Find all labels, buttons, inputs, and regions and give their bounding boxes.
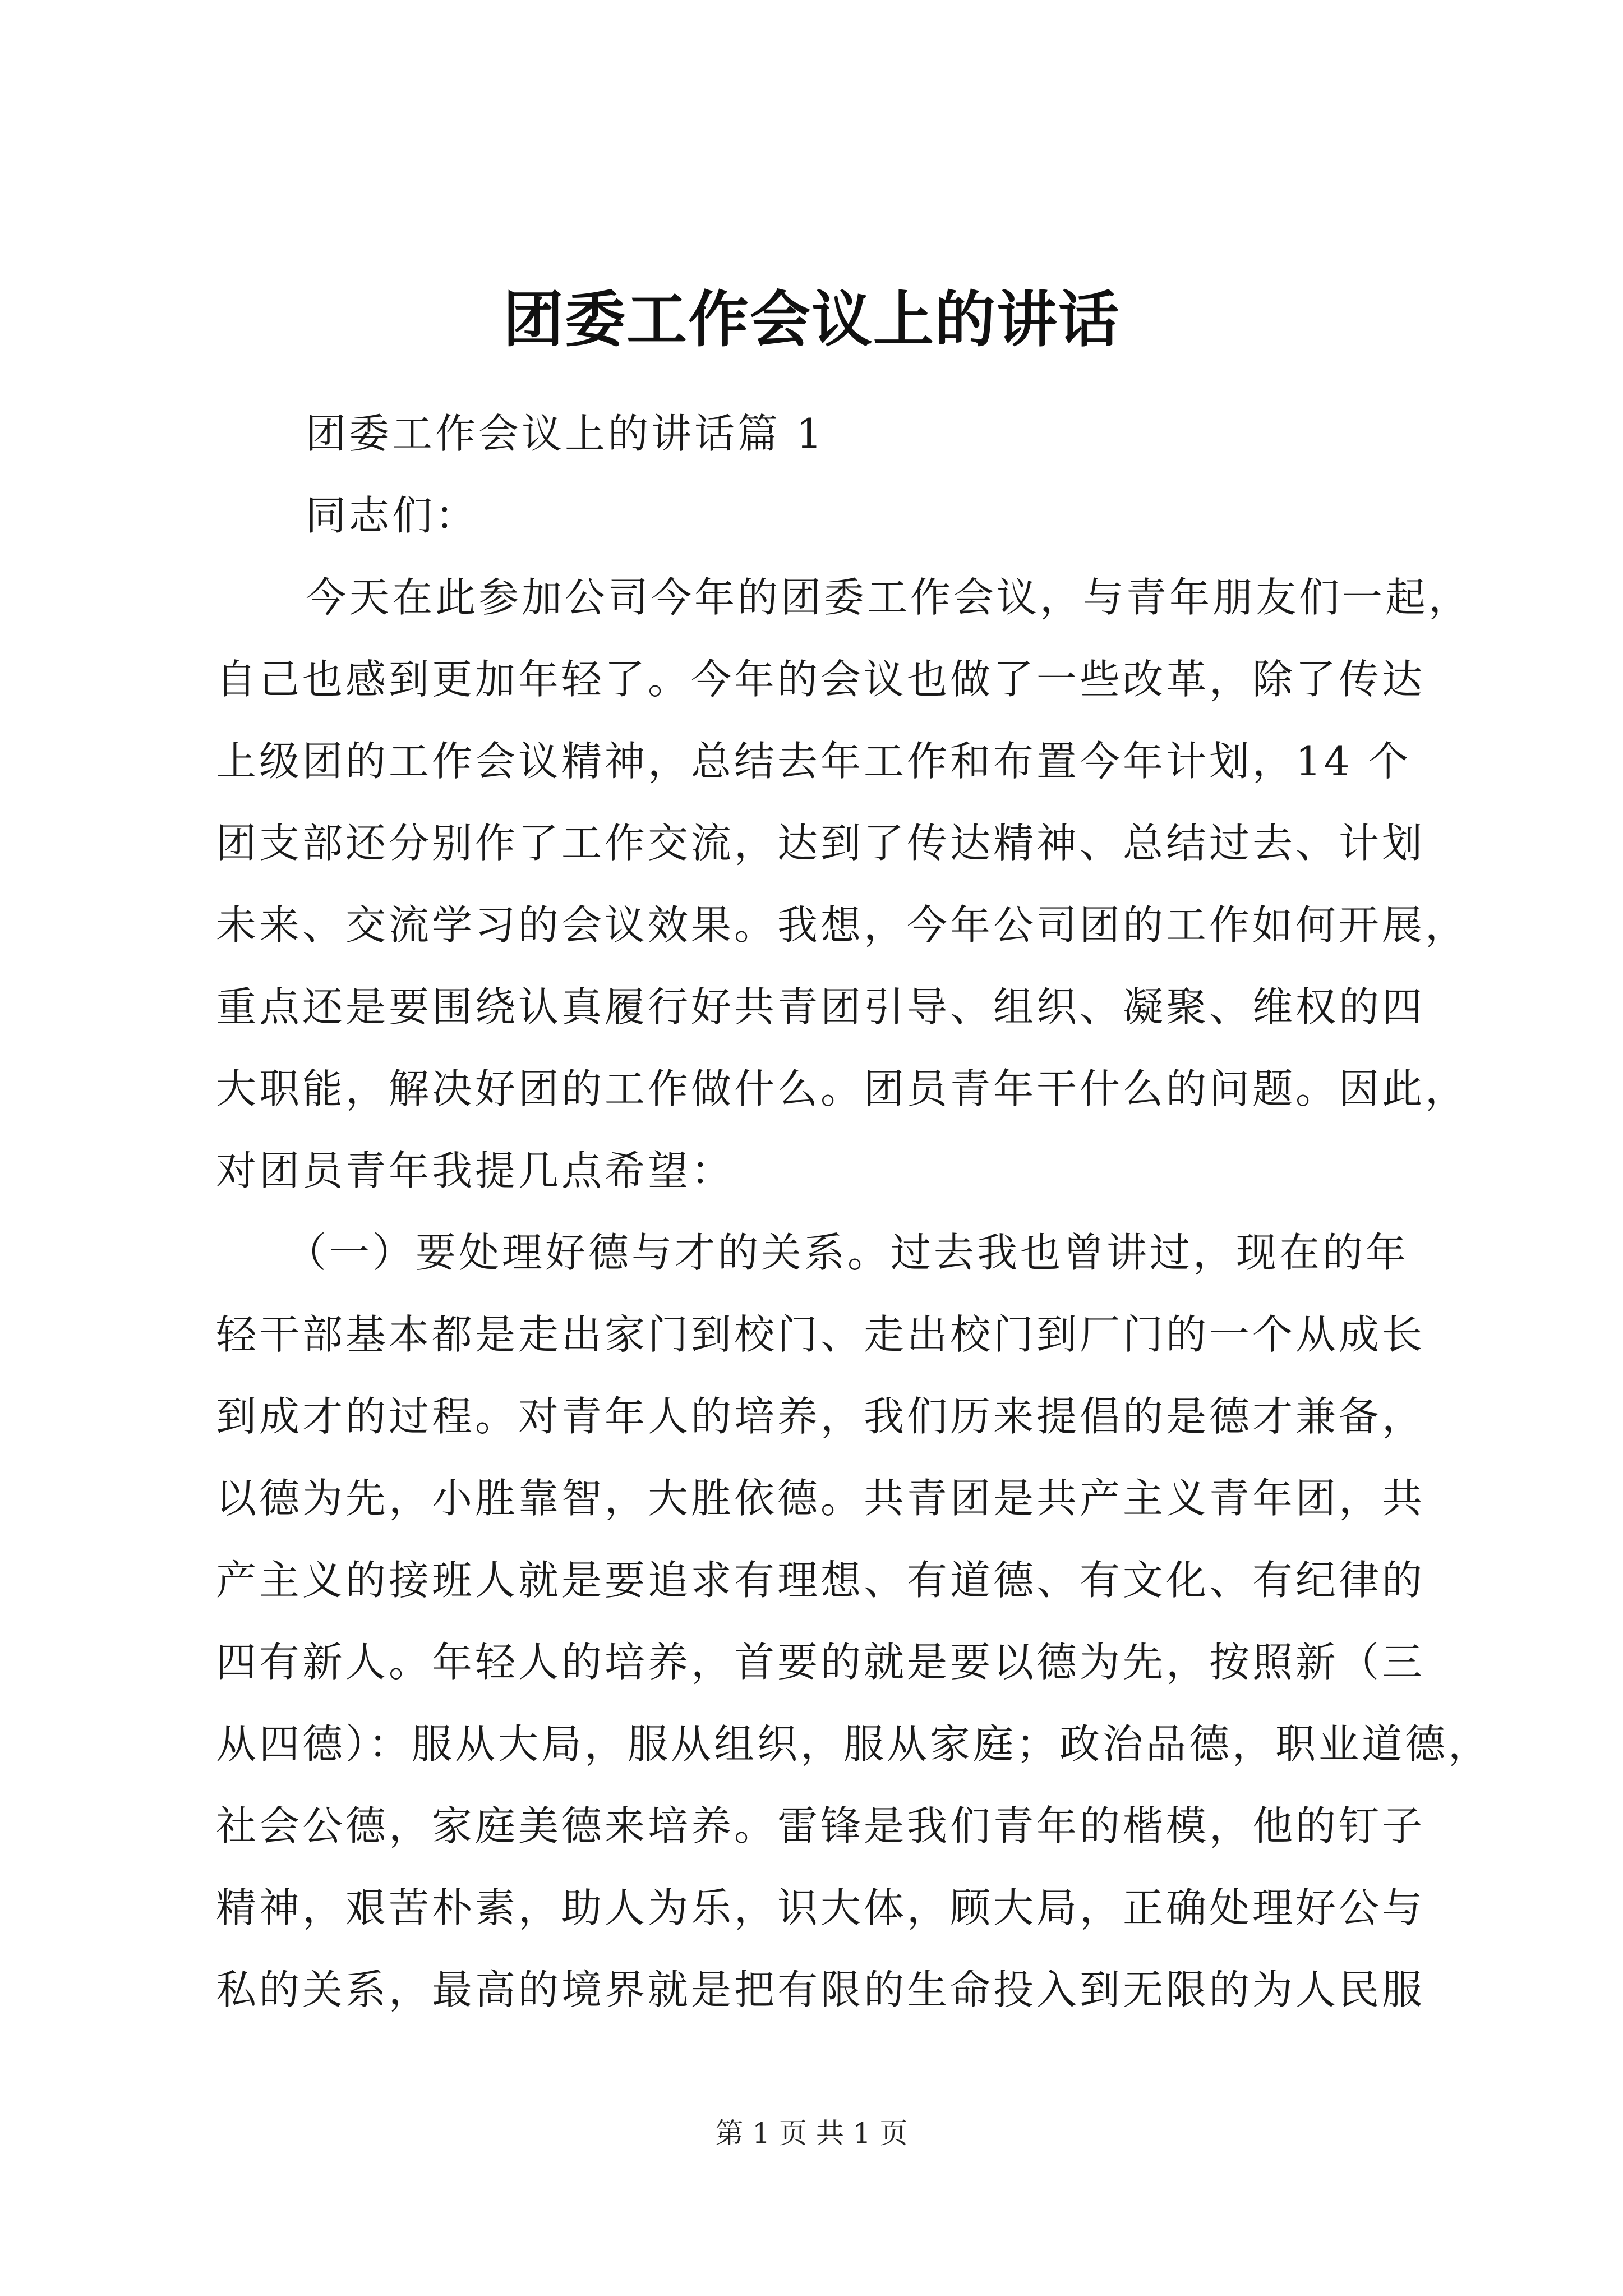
paragraph-line: 四有新人。年轻人的培养，首要的就是要以德为先，按照新（三	[216, 1639, 1426, 1686]
paragraph-line: 产主义的接班人就是要追求有理想、有道德、有文化、有纪律的	[216, 1557, 1426, 1604]
page-footer: 第 1 页 共 1 页	[715, 2117, 908, 2150]
paragraph-line: 轻干部基本都是走出家门到校门、走出校门到厂门的一个从成长	[216, 1311, 1426, 1358]
paragraph-line: 从四德）：服从大局，服从组织，服从家庭；政治品德，职业道德，	[216, 1720, 1492, 1768]
salutation-line: 同志们：	[306, 492, 479, 539]
paragraph-line: 私的关系，最高的境界就是把有限的生命投入到无限的为人民服	[216, 1966, 1426, 2013]
subtitle-line: 团委工作会议上的讲话篇 1	[306, 410, 825, 457]
paragraph-line: 团支部还分别作了工作交流，达到了传达精神、总结过去、计划	[216, 820, 1426, 867]
paragraph-line: 重点还是要围绕认真履行好共青团引导、组织、凝聚、维权的四	[216, 983, 1426, 1030]
paragraph-line: 社会公德，家庭美德来培养。雷锋是我们青年的楷模，他的钉子	[216, 1802, 1426, 1849]
paragraph-line: 自己也感到更加年轻了。今年的会议也做了一些改革，除了传达	[216, 656, 1426, 703]
paragraph-line: 上级团的工作会议精神，总结去年工作和布置今年计划，14 个	[216, 738, 1412, 785]
paragraph-line: 对团员青年我提几点希望：	[216, 1147, 735, 1194]
paragraph-line: 今天在此参加公司今年的团委工作会议，与青年朋友们一起，	[306, 574, 1472, 621]
paragraph-line: 到成才的过程。对青年人的培养，我们历来提倡的是德才兼备，	[216, 1393, 1426, 1440]
paragraph-line: 大职能，解决好团的工作做什么。团员青年干什么的问题。因此，	[216, 1065, 1469, 1112]
paragraph-line: 以德为先，小胜靠智，大胜依德。共青团是共产主义青年团，共	[216, 1475, 1426, 1522]
paragraph-line: 未来、交流学习的会议效果。我想，今年公司团的工作如何开展，	[216, 901, 1469, 949]
paragraph-line: 精神，艰苦朴素，助人为乐，识大体，顾大局，正确处理好公与	[216, 1884, 1426, 1931]
paragraph-line: （一）要处理好德与才的关系。过去我也曾讲过，现在的年	[286, 1229, 1409, 1276]
document-title: 团委工作会议上的讲话	[502, 284, 1120, 355]
document-body	[216, 393, 1492, 2031]
